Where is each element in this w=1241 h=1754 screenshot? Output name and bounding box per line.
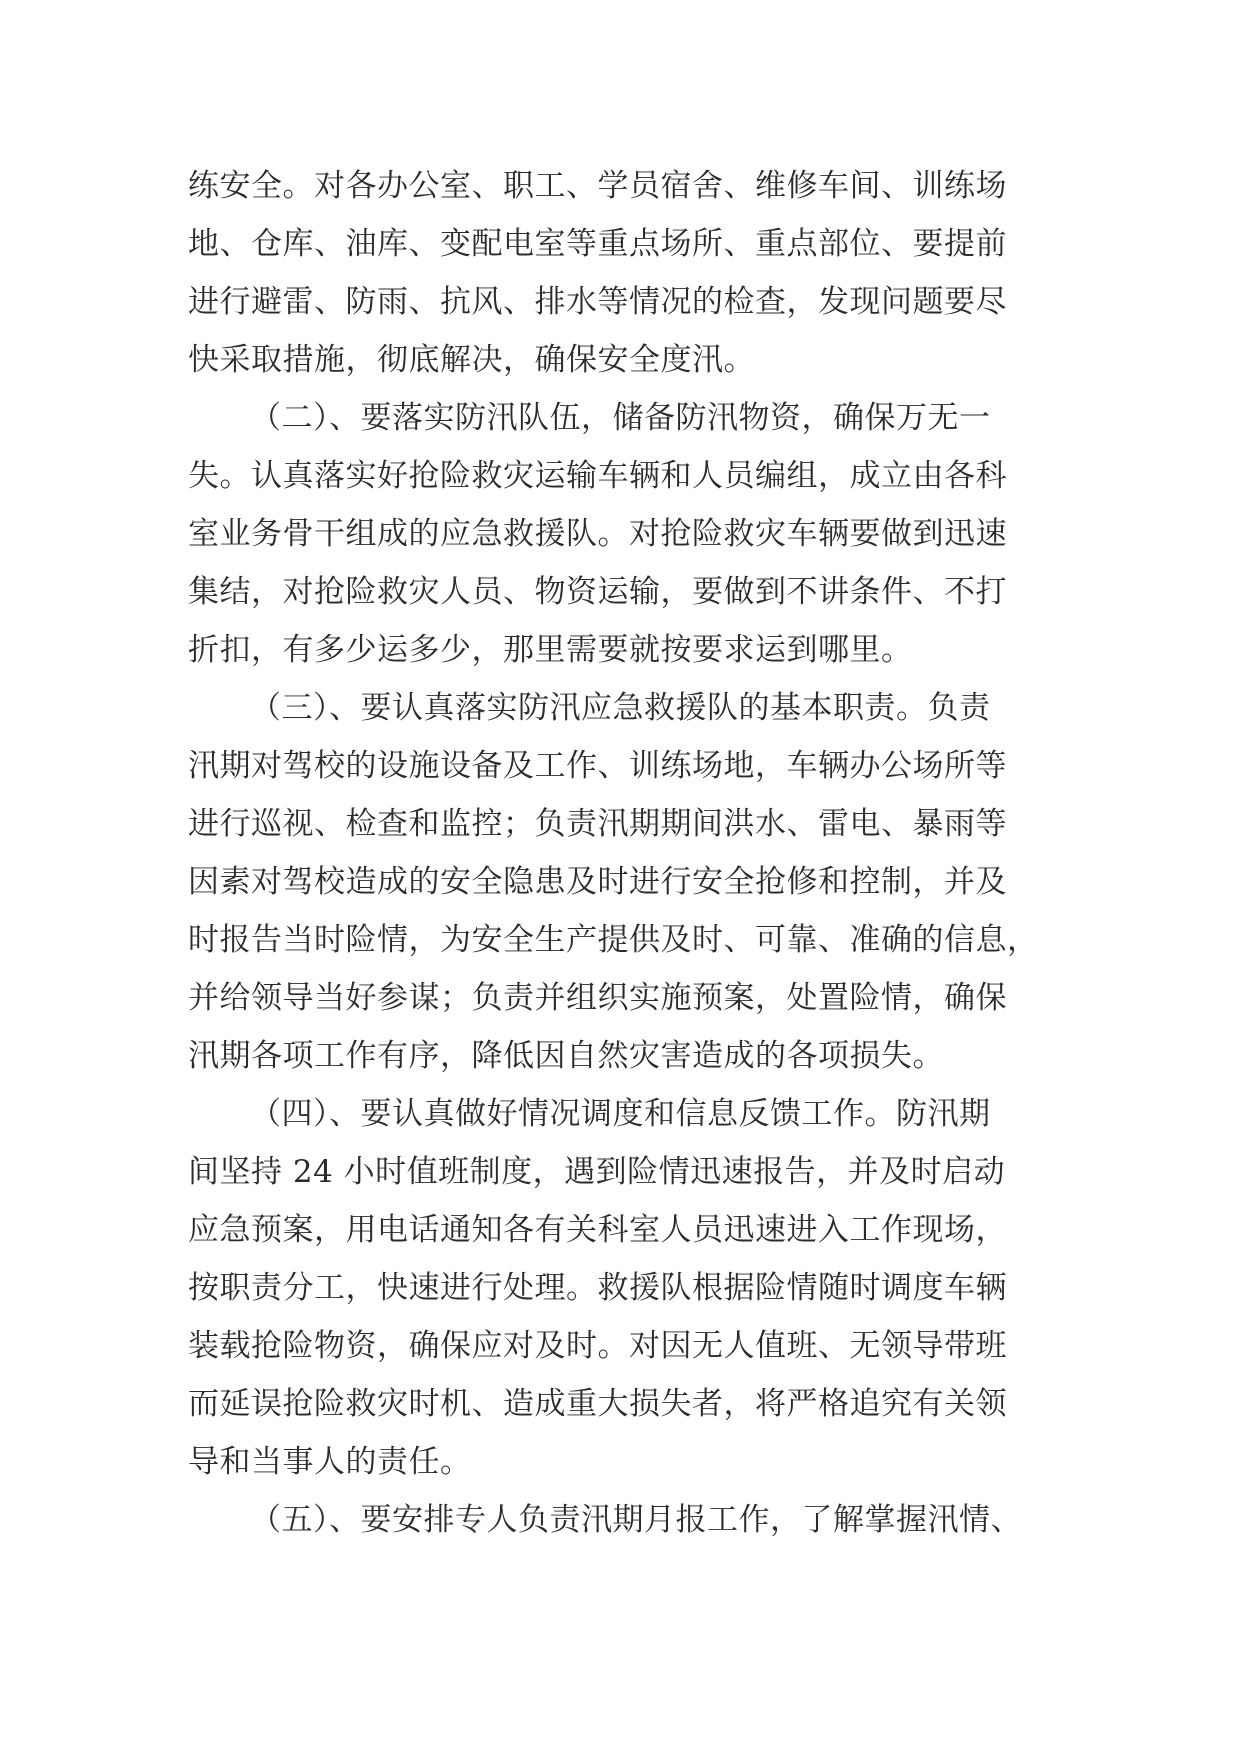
text-line: 失。认真落实好抢险救灾运输车辆和人员编组，成立由各科	[188, 458, 1007, 494]
text-line: 时报告当时险情，为安全生产提供及时、可靠、准确的信息，	[188, 922, 1039, 958]
paragraph-start-line: （二）、要落实防汛队伍，储备防汛物资，确保万无一	[250, 400, 991, 436]
text-line: 并给领导当好参谋；负责并组织实施预案，处置险情，确保	[188, 980, 1007, 1016]
text-line: 练安全。对各办公室、职工、学员宿舍、维修车间、训练场	[188, 168, 1007, 204]
text-line: 导和当事人的责任。	[188, 1444, 472, 1480]
text-line: 集结，对抢险救灾人员、物资运输，要做到不讲条件、不打	[188, 574, 1007, 610]
text-line: 快采取措施，彻底解决，确保安全度汛。	[188, 342, 755, 378]
text-line: 汛期对驾校的设施设备及工作、训练场地，车辆办公场所等	[188, 748, 1007, 784]
text-line: 因素对驾校造成的安全隐患及时进行安全抢修和控制，并及	[188, 864, 1007, 900]
text-line: 进行巡视、检查和监控；负责汛期期间洪水、雷电、暴雨等	[188, 806, 1007, 842]
paragraph-start-line: （五）、要安排专人负责汛期月报工作，了解掌握汛情、	[250, 1502, 1022, 1538]
text-line: 室业务骨干组成的应急救援队。对抢险救灾车辆要做到迅速	[188, 516, 1007, 552]
text-line: 而延误抢险救灾时机、造成重大损失者，将严格追究有关领	[188, 1386, 1007, 1422]
text-line: 进行避雷、防雨、抗风、排水等情况的检查，发现问题要尽	[188, 284, 1007, 320]
text-line: 汛期各项工作有序，降低因自然灾害造成的各项损失。	[188, 1038, 944, 1074]
text-line: 折扣，有多少运多少，那里需要就按要求运到哪里。	[188, 632, 913, 668]
text-line: 地、仓库、油库、变配电室等重点场所、重点部位、要提前	[188, 226, 1007, 262]
text-line: 按职责分工，快速进行处理。救援队根据险情随时调度车辆	[188, 1270, 1007, 1306]
paragraph-start-line: （四）、要认真做好情况调度和信息反馈工作。防汛期	[250, 1096, 991, 1132]
text-line: 装载抢险物资，确保应对及时。对因无人值班、无领导带班	[188, 1328, 1007, 1364]
paragraph-start-line: （三）、要认真落实防汛应急救援队的基本职责。负责	[250, 690, 991, 726]
text-line: 间坚持 24 小时值班制度，遇到险情迅速报告，并及时启动	[188, 1154, 1006, 1190]
text-line: 应急预案，用电话通知各有关科室人员迅速进入工作现场，	[188, 1212, 1007, 1248]
